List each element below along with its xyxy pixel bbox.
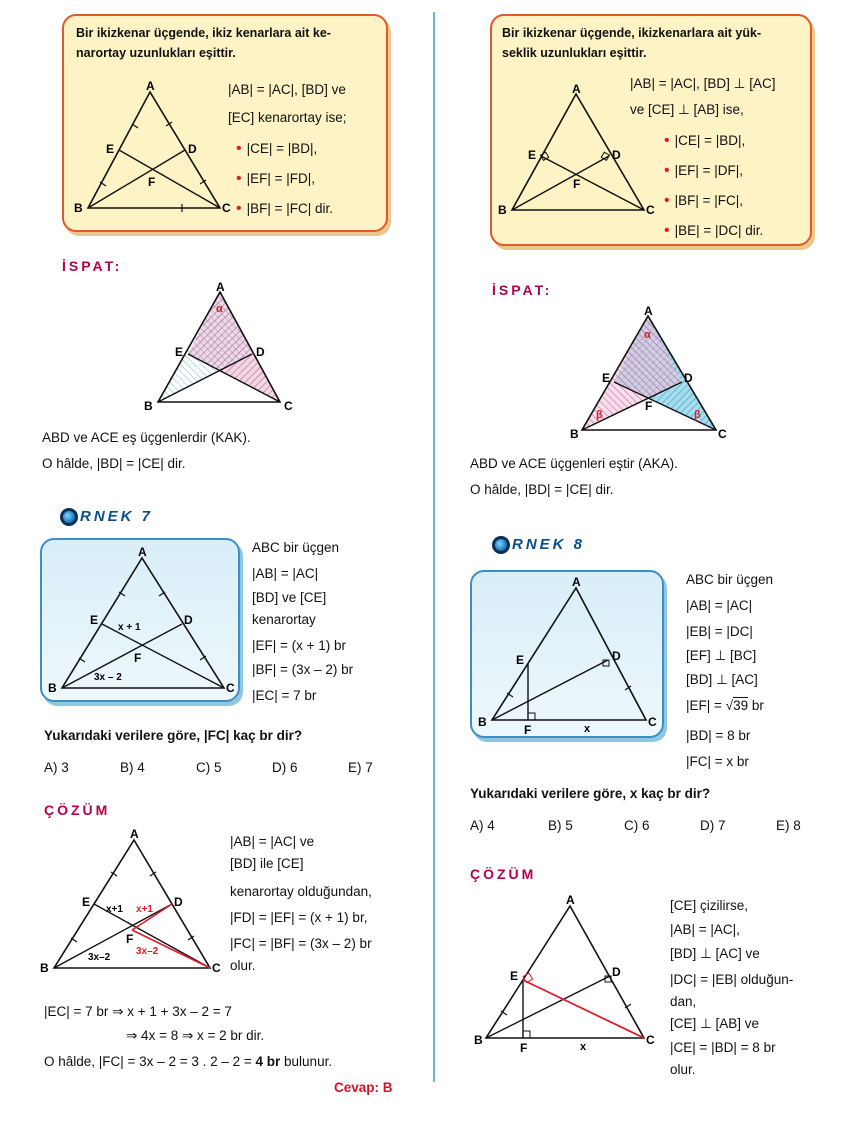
choice-c[interactable]: C) 6 bbox=[624, 818, 650, 833]
label-A: A bbox=[146, 79, 155, 93]
label-F: F bbox=[524, 723, 532, 737]
reason-1: |AB| = |AC| ve bbox=[230, 834, 315, 849]
label-x-plus-1: x+1 bbox=[106, 904, 123, 915]
theorem-condition-1: |AB| = |AC|, [BD] ⊥ [AC] bbox=[630, 76, 776, 91]
theorem-text-2: seklik uzunlukları eşittir. bbox=[502, 46, 647, 60]
given-1: ABC bir üçgen bbox=[686, 572, 774, 587]
given-5: |EF| = (x + 1) br bbox=[252, 638, 347, 653]
sqrt-symbol: √ bbox=[725, 698, 734, 713]
given-ef bbox=[686, 698, 764, 713]
label-B: B bbox=[144, 399, 153, 413]
reason-4: |FD| = |EF| = (x + 1) br, bbox=[230, 910, 368, 925]
label-F: F bbox=[573, 177, 581, 191]
label-A: A bbox=[572, 575, 581, 589]
example-7-heading bbox=[60, 508, 153, 526]
given-1: ABC bir üçgen bbox=[252, 540, 340, 555]
bullet-icon: • bbox=[664, 222, 670, 239]
label-alpha: α bbox=[216, 303, 223, 315]
label-D: D bbox=[174, 895, 183, 909]
label-E: E bbox=[516, 653, 525, 667]
theorem-text-1: Bir ikizkenar üçgende, ikiz kenarlara ait ke- bbox=[76, 26, 331, 40]
choice-b[interactable]: B) 5 bbox=[548, 818, 573, 833]
result-text: |BF| = |FC|, bbox=[674, 193, 744, 208]
theorem-text-1: Bir ikizkenar üçgende, ikizkenarlara ait yük- bbox=[502, 26, 762, 40]
bullet-icon: • bbox=[664, 192, 670, 209]
label-F: F bbox=[134, 651, 142, 665]
result-text: |BE| = |DC| dir. bbox=[674, 223, 764, 238]
reason-7: |CE| = |BD| = 8 br bbox=[670, 1040, 776, 1055]
label-A: A bbox=[572, 82, 581, 96]
choice-e[interactable]: E) 8 bbox=[776, 818, 801, 833]
label-B: B bbox=[48, 681, 57, 695]
label-F: F bbox=[126, 932, 134, 946]
given-text: br bbox=[748, 698, 764, 713]
given-7: |EC| = 7 br bbox=[252, 688, 317, 703]
proof-line-1-left: ABD ve ACE eş üçgenlerdir (KAK). bbox=[42, 430, 251, 445]
label-x-plus-1: x + 1 bbox=[118, 622, 141, 633]
choice-a[interactable]: A) 4 bbox=[470, 818, 495, 833]
example-7-question: Yukarıdaki verilere göre, |FC| kaç br dir? bbox=[44, 728, 303, 743]
bullet-icon: • bbox=[664, 132, 670, 149]
theorem-result-3 bbox=[664, 192, 743, 210]
label-3x-minus-2: 3x – 2 bbox=[94, 672, 122, 683]
calc-line-2: ⇒ 4x = 8 ⇒ x = 2 br dir. bbox=[126, 1028, 265, 1043]
label-B: B bbox=[498, 203, 507, 217]
reason-5: dan, bbox=[670, 994, 697, 1009]
label-D: D bbox=[684, 371, 693, 385]
reason-6: [CE] ⊥ [AB] ve bbox=[670, 1016, 760, 1031]
choice-d[interactable]: D) 6 bbox=[272, 760, 298, 775]
label-D: D bbox=[612, 965, 621, 979]
solution-8-heading: ÇÖZÜM bbox=[470, 866, 537, 882]
label-E: E bbox=[82, 895, 91, 909]
label-A: A bbox=[216, 280, 225, 294]
label-E: E bbox=[602, 371, 611, 385]
given-3: |EB| = |DC| bbox=[686, 624, 753, 639]
label-C: C bbox=[284, 399, 293, 413]
theorem-result-3 bbox=[236, 200, 333, 218]
example-7-title: RNEK 7 bbox=[80, 508, 154, 525]
example-7-triangle bbox=[48, 544, 234, 698]
proof-triangle-left bbox=[140, 282, 310, 416]
reason-5: |FC| = |BF| = (3x – 2) br bbox=[230, 936, 372, 951]
label-A: A bbox=[566, 893, 575, 907]
example-8-triangle bbox=[478, 575, 660, 737]
bullet-icon: • bbox=[236, 140, 242, 157]
theorem-result-2 bbox=[236, 170, 315, 188]
proof-heading-left: İSPAT: bbox=[62, 258, 123, 274]
result-text: |BF| = |FC| dir. bbox=[246, 201, 334, 216]
label-beta-left: β bbox=[596, 409, 603, 421]
label-E: E bbox=[510, 969, 519, 983]
label-B: B bbox=[570, 427, 579, 441]
theorem-result-4 bbox=[664, 222, 763, 240]
sqrt-value: 39 bbox=[733, 698, 749, 713]
proof-line-2-left: O hâlde, |BD| = |CE| dir. bbox=[42, 456, 186, 471]
theorem-result-1 bbox=[236, 140, 317, 158]
label-F: F bbox=[520, 1041, 528, 1055]
reason-6: olur. bbox=[230, 958, 256, 973]
label-F: F bbox=[148, 175, 156, 189]
theorem-result-2 bbox=[664, 162, 743, 180]
label-C: C bbox=[226, 681, 235, 695]
label-E: E bbox=[90, 613, 99, 627]
label-B: B bbox=[478, 715, 487, 729]
choice-a[interactable]: A) 3 bbox=[44, 760, 69, 775]
theorem-result-1 bbox=[664, 132, 745, 150]
label-B: B bbox=[40, 961, 49, 975]
given-7: |FC| = x br bbox=[686, 754, 749, 769]
given-2: |AB| = |AC| bbox=[252, 566, 319, 581]
result-text: |CE| = |BD|, bbox=[246, 141, 318, 156]
given-4: [EF] ⊥ [BC] bbox=[686, 648, 757, 663]
label-C: C bbox=[646, 1033, 655, 1047]
example-8-heading bbox=[492, 536, 585, 554]
label-F: F bbox=[645, 399, 653, 413]
label-A: A bbox=[130, 827, 139, 841]
theorem-condition-1: |AB| = |AC|, [BD] ve bbox=[228, 82, 346, 97]
bullet-icon: • bbox=[236, 200, 242, 217]
label-x: x bbox=[580, 1041, 587, 1053]
example-8-title: RNEK 8 bbox=[512, 536, 586, 553]
choice-b[interactable]: B) 4 bbox=[120, 760, 145, 775]
reason-2: [BD] ile [CE] bbox=[230, 856, 304, 871]
label-C: C bbox=[648, 715, 657, 729]
label-3x-minus-2-red: 3x–2 bbox=[136, 946, 159, 957]
reason-3: kenarortay olduğundan, bbox=[230, 884, 372, 899]
label-A: A bbox=[138, 545, 147, 559]
theorem-text-2: narortay uzunlukları eşittir. bbox=[76, 46, 236, 60]
given-6: |BD| = 8 br bbox=[686, 728, 751, 743]
reason-2: |AB| = |AC|, bbox=[670, 922, 740, 937]
calc-line-1: |EC| = 7 br ⇒ x + 1 + 3x – 2 = 7 bbox=[44, 1004, 232, 1019]
ornek-o-icon bbox=[60, 508, 78, 526]
result-text: |EF| = |FD|, bbox=[246, 171, 316, 186]
example-8-question: Yukarıdaki verilere göre, x kaç br dir? bbox=[470, 786, 711, 801]
given-3: [BD] ve [CE] bbox=[252, 590, 327, 605]
calc-text: O hâlde, |FC| = 3x – 2 = 3 . 2 – 2 = bbox=[44, 1054, 256, 1069]
label-beta-right: β bbox=[694, 409, 701, 421]
proof-line-2-right: O hâlde, |BD| = |CE| dir. bbox=[470, 482, 614, 497]
label-C: C bbox=[718, 427, 727, 441]
result-text: |EF| = |DF|, bbox=[674, 163, 744, 178]
reason-8: olur. bbox=[670, 1062, 696, 1077]
label-D: D bbox=[256, 345, 265, 359]
result-text: |CE| = |BD|, bbox=[674, 133, 746, 148]
label-x: x bbox=[584, 723, 591, 735]
label-B: B bbox=[74, 201, 83, 215]
given-5: [BD] ⊥ [AC] bbox=[686, 672, 758, 687]
solution-7-triangle bbox=[40, 826, 230, 976]
label-3x-minus-2: 3x–2 bbox=[88, 952, 111, 963]
theorem-condition-2: ve [CE] ⊥ [AB] ise, bbox=[630, 102, 744, 117]
reason-1: [CE] çizilirse, bbox=[670, 898, 749, 913]
solution-8-triangle bbox=[474, 892, 660, 1055]
label-alpha: α bbox=[644, 329, 651, 341]
reason-3: [BD] ⊥ [AC] ve bbox=[670, 946, 760, 961]
label-D: D bbox=[184, 613, 193, 627]
label-C: C bbox=[222, 201, 231, 215]
bullet-icon: • bbox=[664, 162, 670, 179]
given-6: |BF| = (3x – 2) br bbox=[252, 662, 354, 677]
column-divider bbox=[433, 12, 435, 1082]
label-x-plus-1-red: x+1 bbox=[136, 904, 153, 915]
choice-d[interactable]: D) 7 bbox=[700, 818, 726, 833]
label-C: C bbox=[646, 203, 655, 217]
given-text: |EF| = bbox=[686, 698, 726, 713]
proof-triangle-right bbox=[568, 306, 736, 442]
theorem-condition-2: [EC] kenarortay ise; bbox=[228, 110, 347, 125]
theorem-triangle-median bbox=[70, 80, 240, 220]
calc-line-3 bbox=[44, 1054, 332, 1069]
label-C: C bbox=[212, 961, 221, 975]
label-A: A bbox=[644, 304, 653, 318]
choice-c[interactable]: C) 5 bbox=[196, 760, 222, 775]
label-E: E bbox=[106, 142, 115, 156]
choice-e[interactable]: E) 7 bbox=[348, 760, 373, 775]
given-4: kenarortay bbox=[252, 612, 316, 627]
bullet-icon: • bbox=[236, 170, 242, 187]
solution-7-heading: ÇÖZÜM bbox=[44, 802, 111, 818]
label-E: E bbox=[175, 345, 184, 359]
ornek-o-icon bbox=[492, 536, 510, 554]
given-2: |AB| = |AC| bbox=[686, 598, 753, 613]
calc-text: bulunur. bbox=[280, 1054, 333, 1069]
reason-4: |DC| = |EB| olduğun- bbox=[670, 972, 794, 987]
proof-line-1-right: ABD ve ACE üçgenleri eştir (AKA). bbox=[470, 456, 678, 471]
label-D: D bbox=[612, 649, 621, 663]
label-D: D bbox=[612, 148, 621, 162]
calc-result: 4 br bbox=[255, 1054, 281, 1069]
answer-label: Cevap: B bbox=[334, 1080, 393, 1095]
proof-heading-right: İSPAT: bbox=[492, 282, 553, 298]
label-B: B bbox=[474, 1033, 483, 1047]
label-E: E bbox=[528, 148, 537, 162]
label-D: D bbox=[188, 142, 197, 156]
